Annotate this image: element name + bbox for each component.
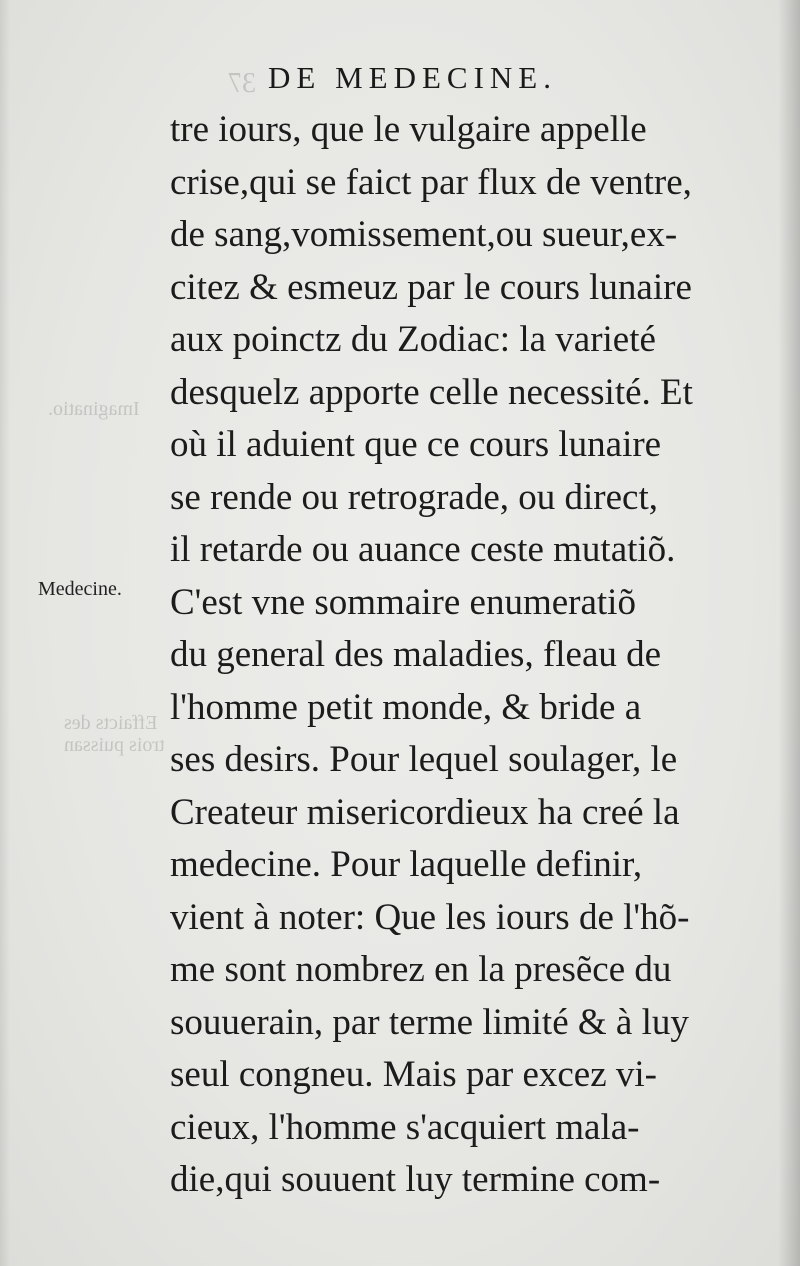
- show-through-text: Effaicts des: [64, 712, 158, 734]
- show-through-text: 37: [228, 68, 256, 99]
- text-line: vient à noter: Que les iours de l'hõ-: [170, 896, 690, 938]
- text-line: l'homme petit monde, & bride a: [170, 686, 642, 728]
- text-line: medecine. Pour laquelle definir,: [170, 844, 643, 885]
- text-line: de sang,vomissement,ou sueur,ex-: [170, 214, 678, 255]
- text-line: se rende ou retrograde, ou direct,: [170, 476, 658, 518]
- page-left-edge-shadow: [0, 0, 10, 1266]
- text-line: il retarde ou auance ceste mutatiõ.: [170, 529, 676, 570]
- text-line: die,qui souuent luy termine com-: [170, 1159, 661, 1200]
- text-line: seul congneu. Mais par excez vi-: [170, 1054, 657, 1095]
- show-through-text: Imaginatio.: [48, 398, 140, 420]
- text-line: du general des maladies, fleau de: [170, 634, 662, 675]
- text-line: desquelz apporte celle necessité. Et: [170, 371, 693, 413]
- body-text: [170, 104, 770, 1207]
- text-line: me sont nombrez en la presẽce du: [170, 949, 672, 990]
- text-line: citez & esmeuz par le cours lunaire: [170, 266, 692, 308]
- text-line: cieux, l'homme s'acquiert mala-: [170, 1106, 640, 1148]
- running-head: DE MEDECINE.: [268, 60, 557, 95]
- show-through-text: trois puissan: [64, 734, 165, 756]
- text-line: tre iours, que le vulgaire appelle: [170, 109, 647, 150]
- page-gutter-shadow: [778, 0, 800, 1266]
- text-line: ses desirs. Pour lequel soulager, le: [170, 739, 678, 780]
- text-line: aux poinctz du Zodiac: la varieté: [170, 319, 656, 360]
- text-line: Createur misericordieux ha creé la: [170, 791, 680, 833]
- text-line: souuerain, par terme limité & à luy: [170, 1001, 689, 1043]
- text-line: où il aduient que ce cours lunaire: [170, 424, 662, 465]
- text-line: crise,qui se faict par flux de ventre,: [170, 161, 692, 203]
- margin-note: Medecine.: [38, 578, 122, 600]
- text-line: C'est vne sommaire enumeratiõ: [170, 581, 636, 623]
